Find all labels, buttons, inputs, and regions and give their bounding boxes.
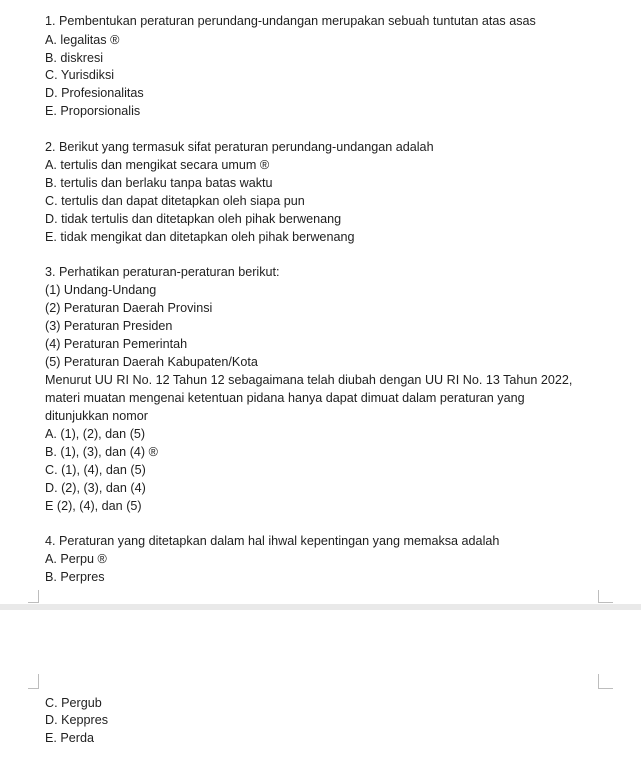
q2-option-b: B. tertulis dan berlaku tanpa batas waktu [45,176,273,190]
q1-option-c: C. Yurisdiksi [45,68,115,82]
q2-option-e: E. tidak mengikat dan ditetapkan oleh pihak berwenang [45,230,355,244]
page-corner-marker [598,674,613,689]
q3-option-e: E (2), (4), dan (5) [45,499,142,513]
q3-item-1: (1) Undang-Undang [45,283,157,297]
q2-option-a: A. tertulis dan mengikat secara umum ® [45,158,270,172]
q3-option-a: A. (1), (2), dan (5) [45,427,146,441]
page-corner-marker [28,590,39,603]
q3-item-3: (3) Peraturan Presiden [45,319,173,333]
q4-option-e: E. Perda [45,731,95,745]
q4-option-a: A. Perpu ® [45,552,107,566]
q4-option-b: B. Perpres [45,570,105,584]
question-4-text: 4. Peraturan yang ditetapkan dalam hal ihwal kepentingan yang memaksa adalah [45,534,500,548]
q3-stem-line-1: Menurut UU RI No. 12 Tahun 12 sebagaimana telah diubah dengan UU RI No. 13 Tahun 2022, [45,373,573,387]
q3-stem-line-3: ditunjukkan nomor [45,409,148,423]
q3-option-d: D. (2), (3), dan (4) [45,481,146,495]
q3-option-c: C. (1), (4), dan (5) [45,463,146,477]
q3-item-2: (2) Peraturan Daerah Provinsi [45,301,213,315]
question-3-text: 3. Perhatikan peraturan-peraturan berikut: [45,265,280,279]
q3-item-4: (4) Peraturan Pemerintah [45,337,188,351]
question-2-text: 2. Berikut yang termasuk sifat peraturan perundang-undangan adalah [45,140,434,154]
q2-option-c: C. tertulis dan dapat ditetapkan oleh siapa pun [45,194,305,208]
q3-option-b: B. (1), (3), dan (4) ® [45,445,158,459]
q3-item-5: (5) Peraturan Daerah Kabupaten/Kota [45,355,258,369]
q1-option-d: D. Profesionalitas [45,86,144,100]
q4-option-c: C. Pergub [45,696,102,710]
q1-option-a: A. legalitas ® [45,33,120,47]
q1-option-e: E. Proporsionalis [45,104,141,118]
page-corner-marker [28,674,39,689]
q1-option-b: B. diskresi [45,51,104,65]
q2-option-d: D. tidak tertulis dan ditetapkan oleh pihak berwenang [45,212,342,226]
q3-stem-line-2: materi muatan mengenai ketentuan pidana hanya dapat dimuat dalam peraturan yang [45,391,525,405]
document-page-2 [0,610,641,762]
q4-option-d: D. Keppres [45,713,108,727]
question-1-text: 1. Pembentukan peraturan perundang-undangan merupakan sebuah tuntutan atas asas [45,14,536,28]
page-corner-marker [598,590,613,603]
